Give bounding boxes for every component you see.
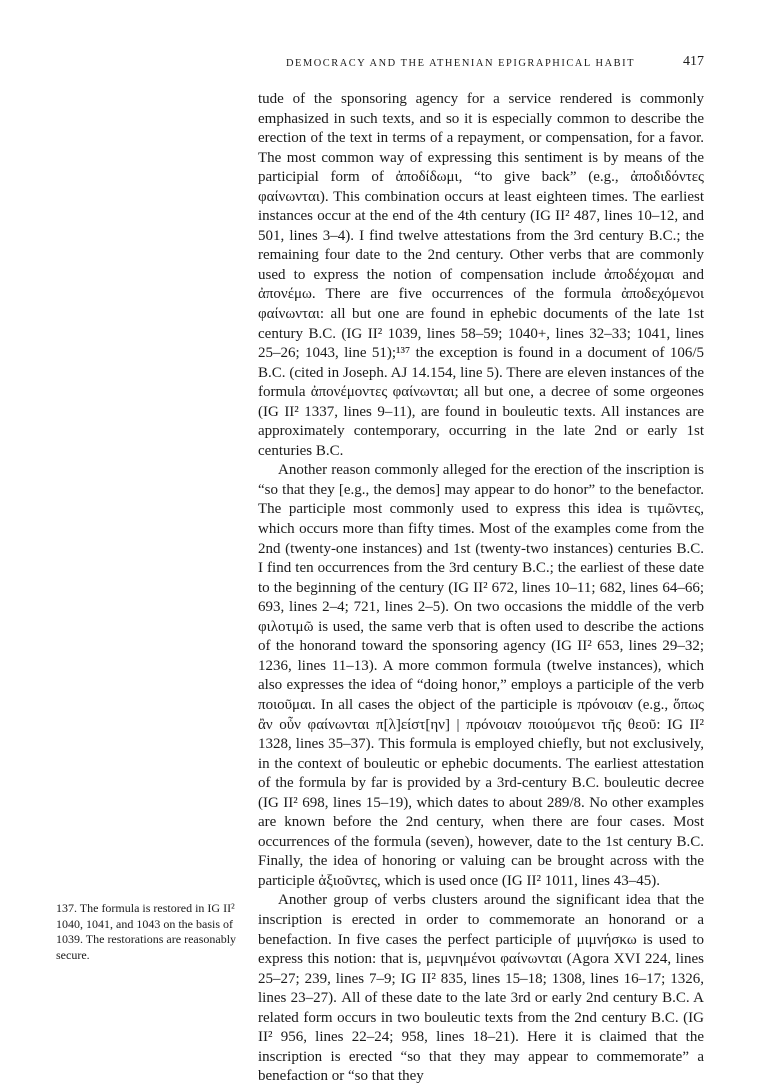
body-paragraph-3: Another group of verbs clusters around the significant idea that the inscription is erected in order to commemorate an honorand or a benefaction. In five cases the perfect participle of μιμνήσκω is used to express this notion: that is, μεμνημένοι φαίνωνται (Agora XVI 224, lines 25–27; 239, lines 7–9; IG II² 835, lines 15–18; 1308, lines 16–17; 1326, lines 23–27). All of these date to the late 3rd or early 2nd century B.C. A related form occurs in two bouleutic texts from the 2nd century B.C. (IG II² 956, lines 22–24; 958, lines 18–21). Here it is claimed that the inscription is erected “so that they may appear to commemorate” a benefaction or “so that they xyxy=(258,892,704,1085)
body-paragraph-2: Another reason commonly alleged for the erection of the inscription is “so that they [e.g., the demos] may appear to do honor” to the benefactor. The participle most commonly used to express this idea is τιμῶντες, which occurs more than fifty times. Most of the examples come from the 2nd (twenty-one instances) and 1st (twenty-two instances) centuries B.C. I find ten occurrences from the 3rd century B.C.; the earliest of these date to the beginning of the century (IG II² 672, lines 10–11; 682, lines 64–66; 693, lines 2–4; 721, lines 2–5). On two occasions the middle of the verb φιλοτιμῶ is used, the same verb that is often used to describe the actions of the honorand toward the sponsoring agency (IG II² 653, lines 29–32; 1236, lines 11–13). A more common formula (twelve instances), which also expresses the idea of “doing honor,” employs a participle of the verb ποιοῦμαι. In all cases the object of the participle is πρόνοιαν (e.g., ὅπως ἂν οὖν φαίνωνται π[λ]είστ[ην] | πρόνοιαν ποιούμενοι τῆς θεοῦ: IG II² 1328, lines 35–37). This formula is employed chiefly, but not exclusively, in the context of bouleutic or ephebic documents. The earliest attestation of the formula by far is provided by a 3rd-century B.C. bouleutic decree (IG II² 698, lines 15–19), which dates to about 289/8. No other examples are known before the 2nd century, when there are four cases. Most occurrences of the formula (seven), however, date to the 1st century B.C. Finally, the idea of honoring or valuing can be brought across with the participle ἀξιοῦντες, which is used once (IG II² 1011, lines 43–45). xyxy=(258,462,704,889)
main-text-column xyxy=(258,90,704,1087)
running-head xyxy=(286,54,704,74)
running-title: DEMOCRACY AND THE ATHENIAN EPIGRAPHICAL HABIT xyxy=(286,58,636,69)
footnote-137: 137. The formula is restored in IG II² 1040, 1041, and 1043 on the basis of 1039. The restorations are reasonably secure. xyxy=(56,901,237,962)
body-paragraph-1: tude of the sponsoring agency for a service rendered is commonly emphasized in such texts, and so it is especially common to describe the erection of the text in terms of a repayment, or compensation, for a favor. The most common way of expressing this sentiment is by means of the participial form of ἀποδίδωμι, “to give back” (e.g., ἀποδιδόντες φαίνωνται). This combination occurs at least eighteen times. The earliest instances occur at the end of the 4th century (IG II² 487, lines 10–12, and 501, lines 3–4). I find twelve attestations from the 3rd century B.C.; the remaining four date to the 2nd century. Other verbs that are commonly used to express the notion of compensation include ἀποδέχομαι and ἀπονέμω. There are five occurrences of the formula ἀποδεχόμενοι φαίνωνται: all but one are found in ephebic documents of the late 1st century B.C. (IG II² 1039, lines 58–59; 1040+, lines 32–33; 1041, lines 25–26; 1043, line 51);¹³⁷ the exception is found in a document of 106/5 B.C. (cited in Joseph. AJ 14.154, line 5). There are eleven instances of the formula ἀπονέμοντες φαίνωνται; all but one, a decree of some orgeones (IG II² 1337, lines 9–11), are found in bouleutic texts. All instances are approximately contemporary, occurring in the late 2nd or early 1st centuries B.C. xyxy=(258,91,704,459)
page-number: 417 xyxy=(683,54,704,69)
